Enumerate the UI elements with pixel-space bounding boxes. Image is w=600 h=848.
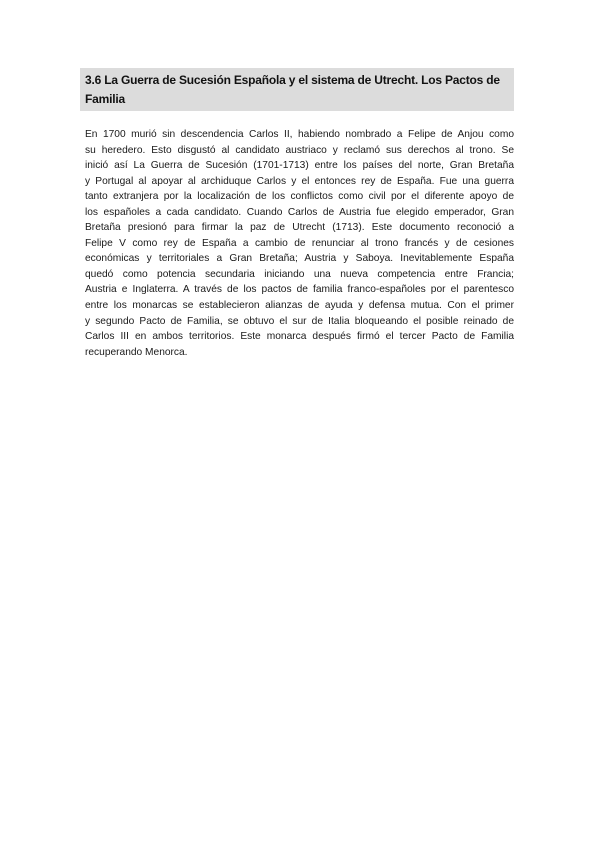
- paragraph-line: los españoles a cada candidato. Cuando Carlos de Austria fue elegido emperador, Gran: [85, 206, 514, 218]
- paragraph-line: Carlos III en ambos territorios. Este monarca después firmó el tercer Pacto de Familia: [85, 331, 514, 343]
- paragraph-line: inició así La Guerra de Sucesión (1701-1713) entre los países del norte, Gran Bretaña: [85, 160, 514, 172]
- paragraph-line: recuperando Menorca.: [85, 346, 188, 358]
- section-heading-box: [80, 68, 514, 111]
- paragraph-line: tanto extranjera por la localización de los conflictos como civil por el diferente apoyo de: [85, 191, 514, 203]
- paragraph-line: Bretaña presionó para firmar la paz de Utrecht (1713). Este documento reconoció a: [85, 222, 514, 234]
- paragraph-line: quedó como potencia secundaria iniciando una nueva competencia entre Francia;: [85, 268, 514, 280]
- paragraph-line: Felipe V como rey de España a cambio de renunciar al trono francés y de cesiones: [85, 237, 514, 249]
- paragraph-line: y segundo Pacto de Familia, se obtuvo el sur de Italia bloqueando el posible reinado de: [85, 315, 514, 327]
- body-paragraph: [85, 127, 514, 360]
- paragraph-line: En 1700 murió sin descendencia Carlos II, habiendo nombrado a Felipe de Anjou como: [85, 129, 514, 140]
- section-heading: 3.6 La Guerra de Sucesión Española y el sistema de Utrecht. Los Pactos de Familia: [85, 73, 500, 106]
- paragraph-line: económicas y territoriales a Gran Bretaña; Austria y Saboya. Inevitablemente España: [85, 253, 514, 265]
- paragraph-line: y Portugal al apoyar al archiduque Carlos y el entonces rey de España. Fue una guerra: [85, 175, 514, 187]
- paragraph-line: su heredero. Esto disgustó al candidato austriaco y reclamó sus derechos al trono. Se: [85, 144, 514, 156]
- paragraph-line: Austria e Inglaterra. A través de los pactos de familia franco-españoles por el parentesco: [85, 284, 514, 296]
- paragraph-line: entre los monarcas se establecieron alianzas de ayuda y defensa mutua. Con el primer: [85, 300, 514, 312]
